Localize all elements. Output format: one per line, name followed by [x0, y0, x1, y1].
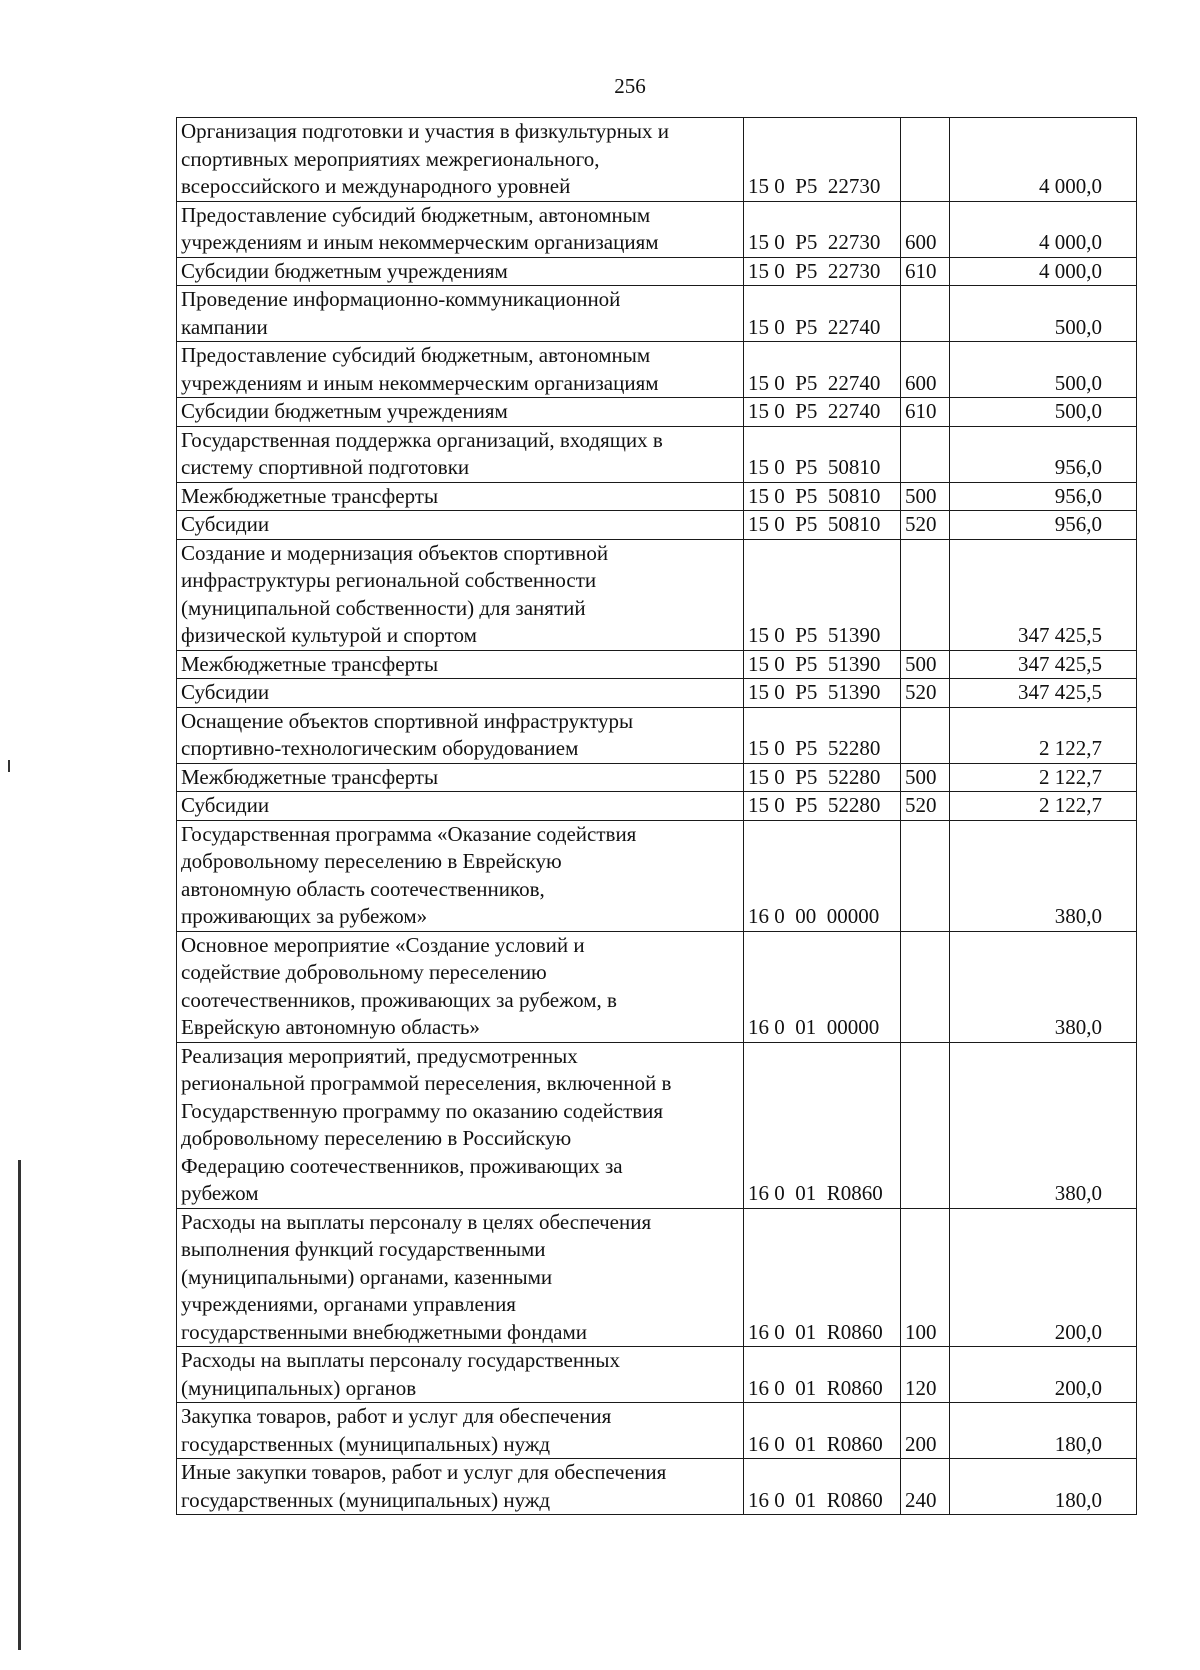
scan-left-edge-tick: [8, 760, 10, 772]
row-code-cell: 15 0 P5 51390: [744, 650, 901, 679]
row-code-cell: 15 0 P5 52280: [744, 792, 901, 821]
row-type-cell: 200: [901, 1403, 950, 1459]
row-name-cell: Государственная поддержка организаций, входящих в систему спортивной подготовки: [177, 426, 744, 482]
row-code-cell: 15 0 P5 22730: [744, 201, 901, 257]
row-sum-cell: 347 425,5: [950, 539, 1137, 650]
table-row: [177, 398, 1137, 427]
row-code-cell: 15 0 P5 22740: [744, 398, 901, 427]
row-code-cell: 15 0 P5 22740: [744, 342, 901, 398]
table-row: [177, 931, 1137, 1042]
table-row: [177, 792, 1137, 821]
table-row: [177, 650, 1137, 679]
row-sum-cell: 4 000,0: [950, 118, 1137, 202]
row-type-cell: [901, 820, 950, 931]
row-name-cell: Межбюджетные трансферты: [177, 650, 744, 679]
row-name-cell: Межбюджетные трансферты: [177, 482, 744, 511]
row-name-cell: Субсидии бюджетным учреждениям: [177, 257, 744, 286]
table-row: [177, 1347, 1137, 1403]
row-type-cell: 240: [901, 1459, 950, 1515]
row-sum-cell: 200,0: [950, 1347, 1137, 1403]
budget-table: [176, 117, 1137, 1515]
row-type-cell: [901, 1042, 950, 1208]
row-sum-cell: 4 000,0: [950, 257, 1137, 286]
row-sum-cell: 380,0: [950, 1042, 1137, 1208]
table-row: [177, 1208, 1137, 1347]
row-code-cell: 15 0 P5 51390: [744, 679, 901, 708]
row-name-cell: Государственная программа «Оказание содействия добровольному переселению в Еврейскую автономную область соотечественников, проживающих за рубежом»: [177, 820, 744, 931]
table-row: [177, 118, 1137, 202]
table-row: [177, 511, 1137, 540]
row-name-cell: Субсидии бюджетным учреждениям: [177, 398, 744, 427]
row-type-cell: 600: [901, 201, 950, 257]
row-type-cell: [901, 539, 950, 650]
row-code-cell: 15 0 P5 22730: [744, 118, 901, 202]
row-code-cell: 16 0 01 R0860: [744, 1042, 901, 1208]
row-name-cell: Создание и модернизация объектов спортивной инфраструктуры региональной собственности (муниципальной собственности) для занятий физической культурой и спортом: [177, 539, 744, 650]
row-sum-cell: 500,0: [950, 286, 1137, 342]
table-row: [177, 1459, 1137, 1515]
row-type-cell: 520: [901, 511, 950, 540]
row-sum-cell: 380,0: [950, 931, 1137, 1042]
row-type-cell: 500: [901, 482, 950, 511]
row-type-cell: [901, 707, 950, 763]
row-type-cell: 520: [901, 679, 950, 708]
row-code-cell: 16 0 01 R0860: [744, 1347, 901, 1403]
row-type-cell: [901, 118, 950, 202]
row-name-cell: Субсидии: [177, 679, 744, 708]
row-code-cell: 15 0 P5 22740: [744, 286, 901, 342]
row-sum-cell: 2 122,7: [950, 707, 1137, 763]
row-name-cell: Расходы на выплаты персоналу государственных (муниципальных) органов: [177, 1347, 744, 1403]
row-sum-cell: 2 122,7: [950, 792, 1137, 821]
row-name-cell: Закупка товаров, работ и услуг для обеспечения государственных (муниципальных) нужд: [177, 1403, 744, 1459]
row-code-cell: 15 0 P5 50810: [744, 482, 901, 511]
row-code-cell: 16 0 01 R0860: [744, 1459, 901, 1515]
row-name-cell: Межбюджетные трансферты: [177, 763, 744, 792]
row-name-cell: Организация подготовки и участия в физкультурных и спортивных мероприятиях межрегионального, всероссийского и международного уровней: [177, 118, 744, 202]
row-code-cell: 15 0 P5 51390: [744, 539, 901, 650]
row-sum-cell: 180,0: [950, 1403, 1137, 1459]
row-type-cell: [901, 286, 950, 342]
table-row: [177, 1042, 1137, 1208]
row-sum-cell: 500,0: [950, 398, 1137, 427]
row-code-cell: 15 0 P5 50810: [744, 426, 901, 482]
row-name-cell: Предоставление субсидий бюджетным, автономным учреждениям и иным некоммерческим организациям: [177, 342, 744, 398]
row-name-cell: Иные закупки товаров, работ и услуг для обеспечения государственных (муниципальных) нужд: [177, 1459, 744, 1515]
table-row: [177, 707, 1137, 763]
table-row: [177, 539, 1137, 650]
row-type-cell: 500: [901, 650, 950, 679]
row-sum-cell: 347 425,5: [950, 679, 1137, 708]
row-sum-cell: 500,0: [950, 342, 1137, 398]
row-sum-cell: 956,0: [950, 482, 1137, 511]
table-row: [177, 342, 1137, 398]
row-sum-cell: 2 122,7: [950, 763, 1137, 792]
row-name-cell: Предоставление субсидий бюджетным, автономным учреждениям и иным некоммерческим организациям: [177, 201, 744, 257]
row-type-cell: 610: [901, 257, 950, 286]
row-sum-cell: 200,0: [950, 1208, 1137, 1347]
row-name-cell: Субсидии: [177, 511, 744, 540]
table-row: [177, 257, 1137, 286]
table-row: [177, 820, 1137, 931]
row-sum-cell: 347 425,5: [950, 650, 1137, 679]
row-name-cell: Проведение информационно-коммуникационной кампании: [177, 286, 744, 342]
table-row: [177, 286, 1137, 342]
row-sum-cell: 380,0: [950, 820, 1137, 931]
row-code-cell: 15 0 P5 52280: [744, 707, 901, 763]
row-name-cell: Расходы на выплаты персоналу в целях обеспечения выполнения функций государственными (муниципальными) органами, казенными учреждениями, органами управления государственными внебюджетными фондами: [177, 1208, 744, 1347]
row-code-cell: 16 0 01 R0860: [744, 1208, 901, 1347]
row-name-cell: Оснащение объектов спортивной инфраструктуры спортивно-технологическим оборудованием: [177, 707, 744, 763]
row-type-cell: 100: [901, 1208, 950, 1347]
table-row: [177, 482, 1137, 511]
budget-table-body: [177, 118, 1137, 1515]
row-code-cell: 16 0 01 00000: [744, 931, 901, 1042]
row-type-cell: 120: [901, 1347, 950, 1403]
row-sum-cell: 956,0: [950, 511, 1137, 540]
row-type-cell: 610: [901, 398, 950, 427]
row-type-cell: [901, 426, 950, 482]
row-code-cell: 16 0 01 R0860: [744, 1403, 901, 1459]
row-type-cell: 500: [901, 763, 950, 792]
scan-left-edge-line: [18, 1160, 21, 1650]
row-name-cell: Субсидии: [177, 792, 744, 821]
row-sum-cell: 180,0: [950, 1459, 1137, 1515]
row-type-cell: [901, 931, 950, 1042]
row-name-cell: Реализация мероприятий, предусмотренных региональной программой переселения, включенной в Государственную программу по оказанию содействия добровольному переселению в Российскую Федерацию соотечественников, проживающих за рубежом: [177, 1042, 744, 1208]
table-row: [177, 763, 1137, 792]
row-code-cell: 16 0 00 00000: [744, 820, 901, 931]
table-row: [177, 426, 1137, 482]
row-code-cell: 15 0 P5 52280: [744, 763, 901, 792]
row-sum-cell: 956,0: [950, 426, 1137, 482]
row-sum-cell: 4 000,0: [950, 201, 1137, 257]
row-name-cell: Основное мероприятие «Создание условий и содействие добровольному переселению соотечественников, проживающих за рубежом, в Еврейскую автономную область»: [177, 931, 744, 1042]
table-row: [177, 1403, 1137, 1459]
row-type-cell: 520: [901, 792, 950, 821]
table-row: [177, 679, 1137, 708]
row-code-cell: 15 0 P5 50810: [744, 511, 901, 540]
row-type-cell: 600: [901, 342, 950, 398]
page-number: 256: [614, 74, 646, 98]
row-code-cell: 15 0 P5 22730: [744, 257, 901, 286]
table-row: [177, 201, 1137, 257]
